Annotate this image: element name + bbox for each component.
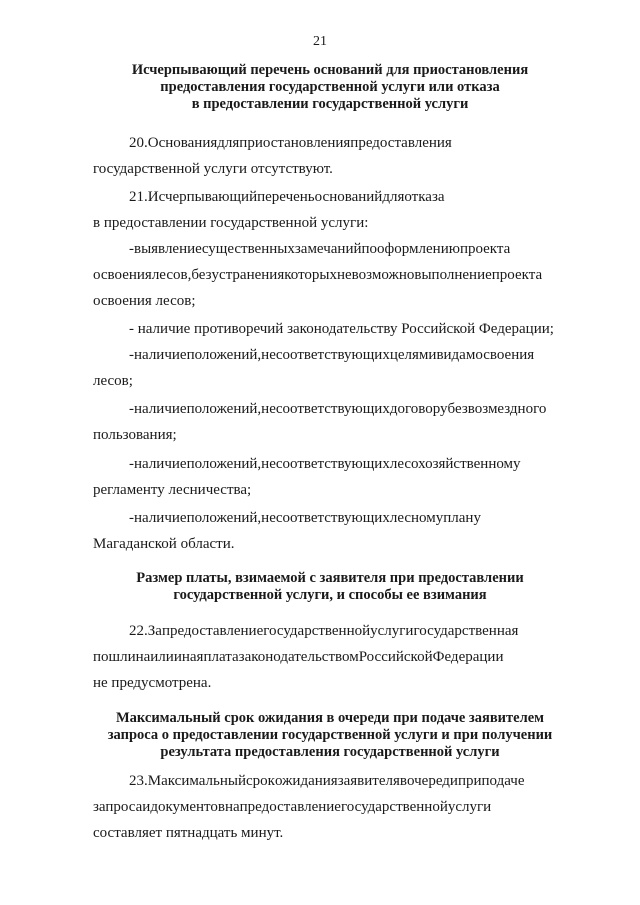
word: и <box>142 799 151 815</box>
word: пошлина <box>93 649 151 665</box>
text-line: - наличие противоречий законодательству Российской Федерации; <box>129 321 554 337</box>
word: соответствующих <box>275 347 390 363</box>
word: Основания <box>147 135 218 151</box>
list-item <box>93 316 570 342</box>
word: подаче <box>481 773 525 789</box>
heading-line: запроса о предоставлении государственной услуги и при получении <box>107 727 553 743</box>
word: плата <box>203 649 239 665</box>
word: для <box>217 135 240 151</box>
heading-line: в предоставлении государственной услуги <box>191 96 469 112</box>
word: освоения <box>475 347 535 363</box>
word: для <box>382 189 405 205</box>
word: проекта <box>491 267 543 283</box>
justified-line <box>93 396 570 422</box>
text-line: государственной услуги отсутствуют. <box>93 161 333 177</box>
word: За <box>147 623 162 639</box>
word: видам <box>436 347 476 363</box>
word: ожидания <box>274 773 338 789</box>
word: и <box>428 347 437 363</box>
word: - <box>129 241 134 257</box>
justified-line <box>93 262 570 288</box>
word: очереди <box>407 773 458 789</box>
word: Российской <box>358 649 433 665</box>
word: услуги <box>447 799 492 815</box>
word: оснований <box>314 189 383 205</box>
heading-line: результата предоставления государственной услуги <box>160 744 500 760</box>
word: Федерации <box>432 649 504 665</box>
word: выявление <box>134 241 202 257</box>
heading-line: предоставления государственной услуги или отказа <box>160 79 500 95</box>
word: запроса <box>93 799 143 815</box>
word: целям <box>389 347 429 363</box>
word: государственной <box>263 623 371 639</box>
text-line: в предоставлении государственной услуги: <box>93 215 369 231</box>
word: Максимальный <box>147 773 246 789</box>
word: освоения <box>93 267 152 283</box>
word: заявителя <box>337 773 400 789</box>
word: на <box>224 799 240 815</box>
list-item <box>93 505 570 557</box>
word: наличие <box>134 401 187 417</box>
word: Исчерпывающий <box>147 189 258 205</box>
text-line: не предусмотрена. <box>93 675 212 691</box>
heading-line: Исчерпывающий перечень оснований для приостановления <box>131 62 529 78</box>
word: государственной <box>340 799 448 815</box>
text-line: Магаданской области. <box>93 536 235 552</box>
word: - <box>129 347 134 363</box>
list-item <box>93 342 570 394</box>
justified-line <box>93 236 570 262</box>
list-item <box>93 451 570 503</box>
word: перечень <box>257 189 315 205</box>
justified-line <box>93 184 570 210</box>
word: соответствующих <box>275 456 390 472</box>
word: выполнение <box>414 267 492 283</box>
word: наличие <box>134 347 187 363</box>
paragraph-22 <box>93 618 570 696</box>
word: положений, <box>186 456 262 472</box>
word: предоставление <box>239 799 341 815</box>
justified-line <box>93 342 570 368</box>
list-item <box>93 396 570 448</box>
word: лесохозяйственному <box>389 456 521 472</box>
word: государственная <box>413 623 519 639</box>
word: договору <box>389 401 448 417</box>
word: оформлению <box>377 241 460 257</box>
word: или <box>150 649 174 665</box>
word: не <box>261 401 276 417</box>
word: лесов, <box>151 267 192 283</box>
word: проекта <box>459 241 511 257</box>
word: предоставление <box>161 623 264 639</box>
word: предоставления <box>350 135 452 151</box>
word: отказа <box>404 189 445 205</box>
word: приостановления <box>239 135 351 151</box>
justified-line <box>93 794 570 820</box>
word: замечаний <box>294 241 362 257</box>
word: при <box>457 773 482 789</box>
word: положений, <box>186 510 262 526</box>
section-heading-fee <box>80 570 580 604</box>
word: не <box>261 347 276 363</box>
heading-line: Размер платы, взимаемой с заявителя при предоставлении <box>136 570 524 586</box>
word: без <box>191 267 212 283</box>
justified-line <box>93 644 570 670</box>
justified-line <box>93 505 570 531</box>
text-line: пользования; <box>93 427 177 443</box>
word: 20. <box>129 135 148 151</box>
text-line: лесов; <box>93 373 133 389</box>
paragraph-23 <box>93 768 570 846</box>
section-heading-grounds <box>80 62 580 113</box>
word: положений, <box>186 401 262 417</box>
list-item <box>93 236 570 314</box>
word: соответствующих <box>275 510 390 526</box>
heading-line: государственной услуги, и способы ее взимания <box>173 587 487 603</box>
word: наличие <box>134 456 187 472</box>
word: которых <box>284 267 337 283</box>
word: услуги <box>370 623 414 639</box>
word: соответствующих <box>275 401 390 417</box>
word: 22. <box>129 623 148 639</box>
heading-line: Максимальный срок ожидания в очереди при подаче заявителем <box>115 710 545 726</box>
paragraph-21 <box>93 184 570 236</box>
word: документов <box>150 799 225 815</box>
word: плану <box>443 510 481 526</box>
word: иная <box>173 649 204 665</box>
justified-line <box>93 618 570 644</box>
word: - <box>129 456 134 472</box>
text-line: регламенту лесничества; <box>93 482 252 498</box>
word: безвозмездного <box>447 401 547 417</box>
word: наличие <box>134 510 187 526</box>
text-line: составляет пятнадцать минут. <box>93 825 284 841</box>
word: лесному <box>389 510 444 526</box>
word: - <box>129 510 134 526</box>
word: существенных <box>201 241 295 257</box>
word: устранения <box>211 267 285 283</box>
word: не <box>261 510 276 526</box>
justified-line <box>93 451 570 477</box>
word: срок <box>245 773 275 789</box>
word: положений, <box>186 347 262 363</box>
word: - <box>129 401 134 417</box>
word: по <box>361 241 378 257</box>
paragraph-20 <box>93 130 570 182</box>
justified-line <box>93 768 570 794</box>
justified-line <box>93 130 570 156</box>
word: 21. <box>129 189 148 205</box>
page-number: 21 <box>313 34 327 49</box>
word: 23. <box>129 773 148 789</box>
word: невозможно <box>337 267 415 283</box>
word: в <box>399 773 407 789</box>
word: не <box>261 456 276 472</box>
section-heading-waiting-time <box>80 710 580 761</box>
text-line: освоения лесов; <box>93 293 196 309</box>
word: законодательством <box>238 649 359 665</box>
